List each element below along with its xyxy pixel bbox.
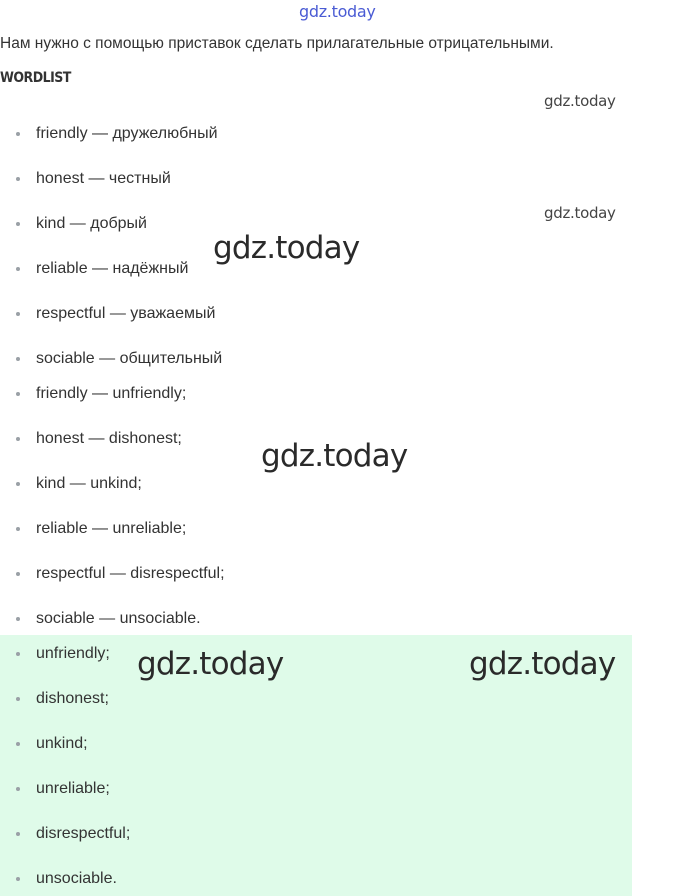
list-item-text: unfriendly; xyxy=(36,645,110,662)
bullet-icon xyxy=(16,357,20,361)
intro-text: Нам нужно с помощью приставок сделать прилагательные отрицательными. xyxy=(0,35,554,52)
bullet-icon xyxy=(16,392,20,396)
bullet-icon xyxy=(16,177,20,181)
bullet-icon xyxy=(16,832,20,836)
list-item-text: dishonest; xyxy=(36,690,109,707)
list-item-text: sociable — общительный xyxy=(36,350,223,367)
list-item-text: respectful — disrespectful; xyxy=(36,565,225,582)
bullet-icon xyxy=(16,527,20,531)
list-item-text: honest — честный xyxy=(36,170,171,187)
bullet-icon xyxy=(16,787,20,791)
wordlist-heading: WORDLIST xyxy=(0,70,71,86)
list-item-text: friendly — дружелюбный xyxy=(36,125,218,142)
bullet-icon xyxy=(16,652,20,656)
list-item-text: respectful — уважаемый xyxy=(36,305,216,322)
list-item-text: friendly — unfriendly; xyxy=(36,385,187,402)
bullet-icon xyxy=(16,132,20,136)
bullet-icon xyxy=(16,312,20,316)
watermark-top: gdz.today xyxy=(299,2,376,21)
bullet-icon xyxy=(16,742,20,746)
list-item-text: disrespectful; xyxy=(36,825,131,842)
list-item-text: honest — dishonest; xyxy=(36,430,182,447)
list-item-text: unkind; xyxy=(36,735,88,752)
watermark-right-1: gdz.today xyxy=(544,92,616,110)
watermark-center-1: gdz.today xyxy=(213,230,360,266)
bullet-icon xyxy=(16,267,20,271)
watermark-answer-left: gdz.today xyxy=(137,646,284,682)
list-item-text: unsociable. xyxy=(36,870,117,887)
list-item-text: reliable — надёжный xyxy=(36,260,189,277)
answer-block xyxy=(0,635,632,896)
watermark-center-2: gdz.today xyxy=(261,438,408,474)
list-item-text: reliable — unreliable; xyxy=(36,520,187,537)
bullet-icon xyxy=(16,877,20,881)
bullet-icon xyxy=(16,572,20,576)
bullet-icon xyxy=(16,437,20,441)
list-item-text: kind — unkind; xyxy=(36,475,142,492)
bullet-icon xyxy=(16,697,20,701)
watermark-answer-right: gdz.today xyxy=(469,646,616,682)
list-item-text: kind — добрый xyxy=(36,215,147,232)
list-item-text: sociable — unsociable. xyxy=(36,610,201,627)
list-item-text: unreliable; xyxy=(36,780,110,797)
bullet-icon xyxy=(16,482,20,486)
watermark-right-2: gdz.today xyxy=(544,204,616,222)
bullet-icon xyxy=(16,617,20,621)
bullet-icon xyxy=(16,222,20,226)
